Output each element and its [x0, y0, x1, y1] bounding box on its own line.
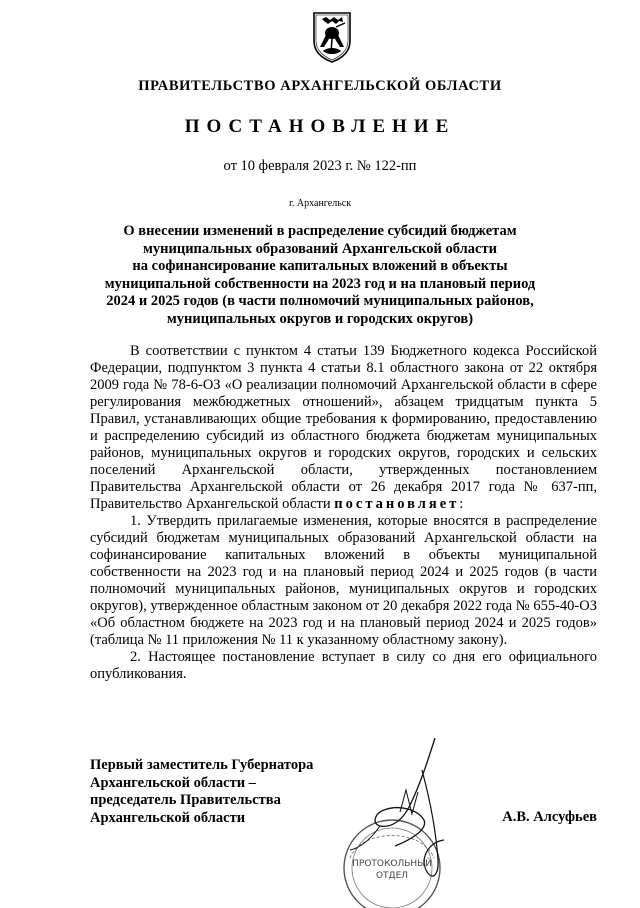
position-line: Архангельской области — [90, 809, 246, 826]
svg-text:ОТДЕЛ: ОТДЕЛ — [375, 871, 409, 881]
position-line: председатель Правительства — [90, 792, 281, 808]
position-line: Архангельской области – — [90, 774, 256, 791]
document-date: от 10 февраля 2023 г. № 122-пп — [223, 158, 417, 174]
government-name: ПРАВИТЕЛЬСТВО АРХАНГЕЛЬСКОЙ ОБЛАСТИ — [138, 78, 502, 94]
item-2-paragraph: 2. Настоящее постановление вступает в силу со дня его официального опубликования. — [90, 649, 597, 682]
title-line: на софинансирование капитальных вложений в объекты — [132, 258, 508, 274]
decree-word: постановляет — [334, 496, 460, 512]
coat-of-arms-icon — [312, 11, 352, 63]
title-line: муниципальной собственности на 2023 год и на плановый период — [104, 275, 536, 292]
item-1-paragraph: 1. Утвердить прилагаемые изменения, которые вносятся в распределение субсидий бюджетам муниципальных образований Архангельской области на софинансирование капитальных вложений в объекты муниципальной собственности на 2023 год и на плановый период 2024 и 2025 годов (в части полномочий муниципальных районов, муниципальных округов и городских округов), утвержденное областным законом от 20 декабря 2022 года № 655-40-ОЗ «Об областном бюджете на 2023 год и на плановый период 2024 и 2025 годов» (таблица № 11 приложения № 11 к указанному областному закону). — [90, 513, 597, 648]
svg-text:ПРОТОКОЛЬНЫЙ: ПРОТОКОЛЬНЫЙ — [352, 859, 432, 869]
signatory-name: А.В. Алсуфьев — [502, 809, 597, 825]
document-city: г. Архангельск — [288, 198, 352, 209]
title-line: О внесении изменений в распределение субсидий бюджетам — [123, 223, 517, 239]
position-line: Первый заместитель Губернатора — [90, 757, 314, 773]
document-body — [90, 343, 597, 683]
title-line: 2024 и 2025 годов (в части полномочий муниципальных районов, — [106, 293, 534, 309]
preamble-text: В соответствии с пунктом 4 статьи 139 Бюджетного кодекса Российской Федерации, подпунктом 3 пункта 4 статьи 8.1 областного закона от 22 октября 2009 года № 78-6-ОЗ «О реализации полномочий Архангельской области в сфере регулирования межбюджетных отношений», абзацем тридцатым пункта 5 Правил, устанавливающих общие требования к формированию, предоставлению и распределению субсидий из областного бюджета бюджетам муниципальных районов, муниципальных округов и городских округов, городских и сельских поселений Архангельской области, утвержденных постановлением Правительства Архангельской области от 26 декабря 2017 года № 637-пп, Правительство Архангельской области — [90, 343, 597, 512]
document-type: ПОСТАНОВЛЕНИЕ — [184, 116, 456, 137]
document-title — [80, 223, 560, 328]
handwritten-signature — [340, 730, 470, 900]
preamble-paragraph: В соответствии с пунктом 4 статьи 139 Бюджетного кодекса Российской Федерации, подпунктом 3 пункта 4 статьи 8.1 областного закона от 22 октября 2009 года № 78-6-ОЗ «О реализации полномочий Архангельской области в сфере регулирования межбюджетных отношений», абзацем тридцатым пункта 5 Правил, устанавливающих общие требования к формированию, предоставлению и распределению субсидий из областного бюджета бюджетам муниципальных районов, муниципальных округов и городских округов, городских и сельских поселений Архангельской области, утвержденных постановлением Правительства Архангельской области от 26 декабря 2017 года № 637-пп, Правительство Архангельской области постановляет: — [90, 343, 597, 512]
title-line: муниципальных округов и городских округов) — [166, 310, 474, 327]
title-line: муниципальных образований Архангельской области — [143, 240, 497, 257]
